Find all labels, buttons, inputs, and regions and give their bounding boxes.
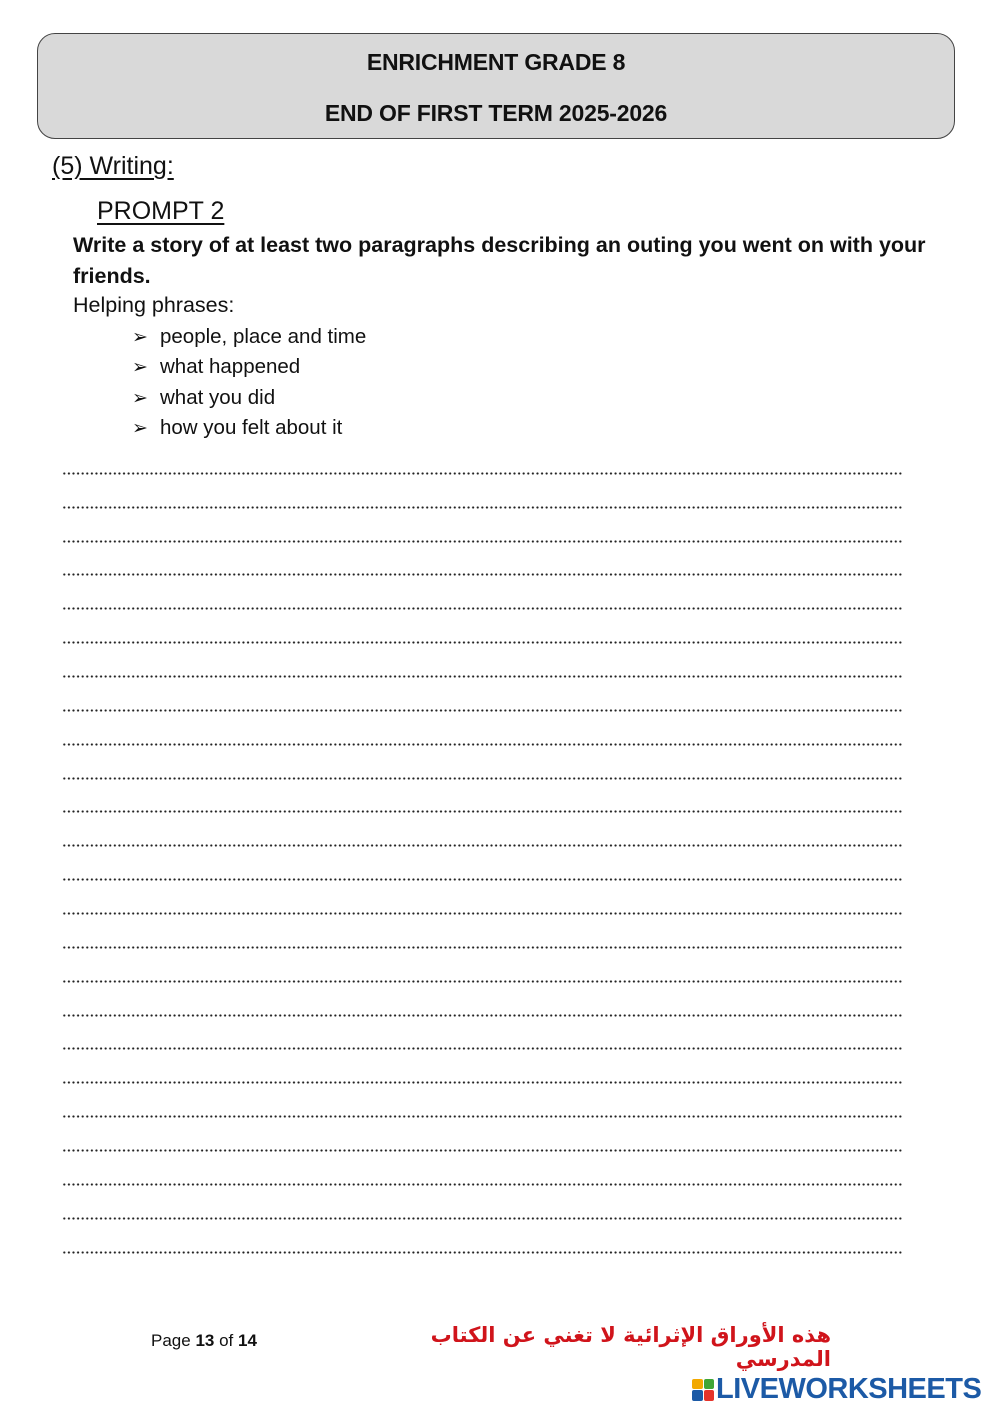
phrase-text: what you did [160,385,276,409]
answer-line[interactable] [62,787,903,821]
page-total: 14 [238,1331,257,1350]
page-of: of [219,1331,234,1350]
page-prefix: Page [151,1331,191,1350]
answer-line[interactable] [62,922,903,956]
answer-line[interactable] [62,482,903,516]
phrase-text: how you felt about it [160,415,343,439]
phrase-text: what happened [160,355,301,379]
answer-line[interactable] [62,1159,903,1193]
helping-phrases-label: Helping phrases: [73,293,235,317]
answer-line[interactable] [62,516,903,550]
liveworksheets-logo-icon [692,1379,714,1401]
arrowhead-bullet-icon: ➢ [132,326,148,348]
list-item [132,352,366,382]
answer-line[interactable] [62,685,903,719]
answer-line[interactable] [62,854,903,888]
arrowhead-bullet-icon: ➢ [132,416,148,439]
answer-line[interactable] [62,888,903,922]
arabic-disclaimer: هذه الأوراق الإثرائية لا تغني عن الكتاب المدرسي [430,1323,831,1371]
prompt-instruction: Write a story of at least two paragraphs describing an outing you went on with your friends. [73,233,926,288]
answer-line[interactable] [62,1091,903,1125]
answer-line[interactable] [62,956,903,990]
answer-line[interactable] [62,820,903,854]
answer-line[interactable] [62,753,903,787]
arrowhead-bullet-icon: ➢ [132,386,148,409]
brand-text: LIVEWORKSHEETS [716,1373,982,1405]
answer-line[interactable] [62,583,903,617]
answer-line[interactable] [62,1227,903,1261]
answer-line[interactable] [62,1057,903,1091]
header-title: ENRICHMENT GRADE 8 [366,49,626,75]
answer-line[interactable] [62,1024,903,1058]
answer-line[interactable] [62,448,903,482]
phrase-text: people, place and time [160,325,367,348]
arrowhead-bullet-icon: ➢ [132,356,148,379]
answer-line[interactable] [62,719,903,753]
header-box [37,33,955,139]
answer-line[interactable] [62,617,903,651]
liveworksheets-brand[interactable] [692,1373,981,1406]
section-title: (5) Writing: [52,152,174,180]
header-subtitle: END OF FIRST TERM 2025-2026 [324,100,668,126]
page-current: 13 [195,1331,215,1350]
answer-line[interactable] [62,1193,903,1227]
prompt-title: PROMPT 2 [97,197,225,225]
helping-phrases-list [132,322,366,443]
answer-line[interactable] [62,1125,903,1159]
answer-line[interactable] [62,990,903,1024]
answer-line[interactable] [62,550,903,584]
list-item [132,322,366,352]
page-number [151,1331,257,1351]
list-item [132,413,366,443]
answer-writing-area[interactable] [62,448,903,1261]
list-item [132,383,366,413]
answer-line[interactable] [62,651,903,685]
